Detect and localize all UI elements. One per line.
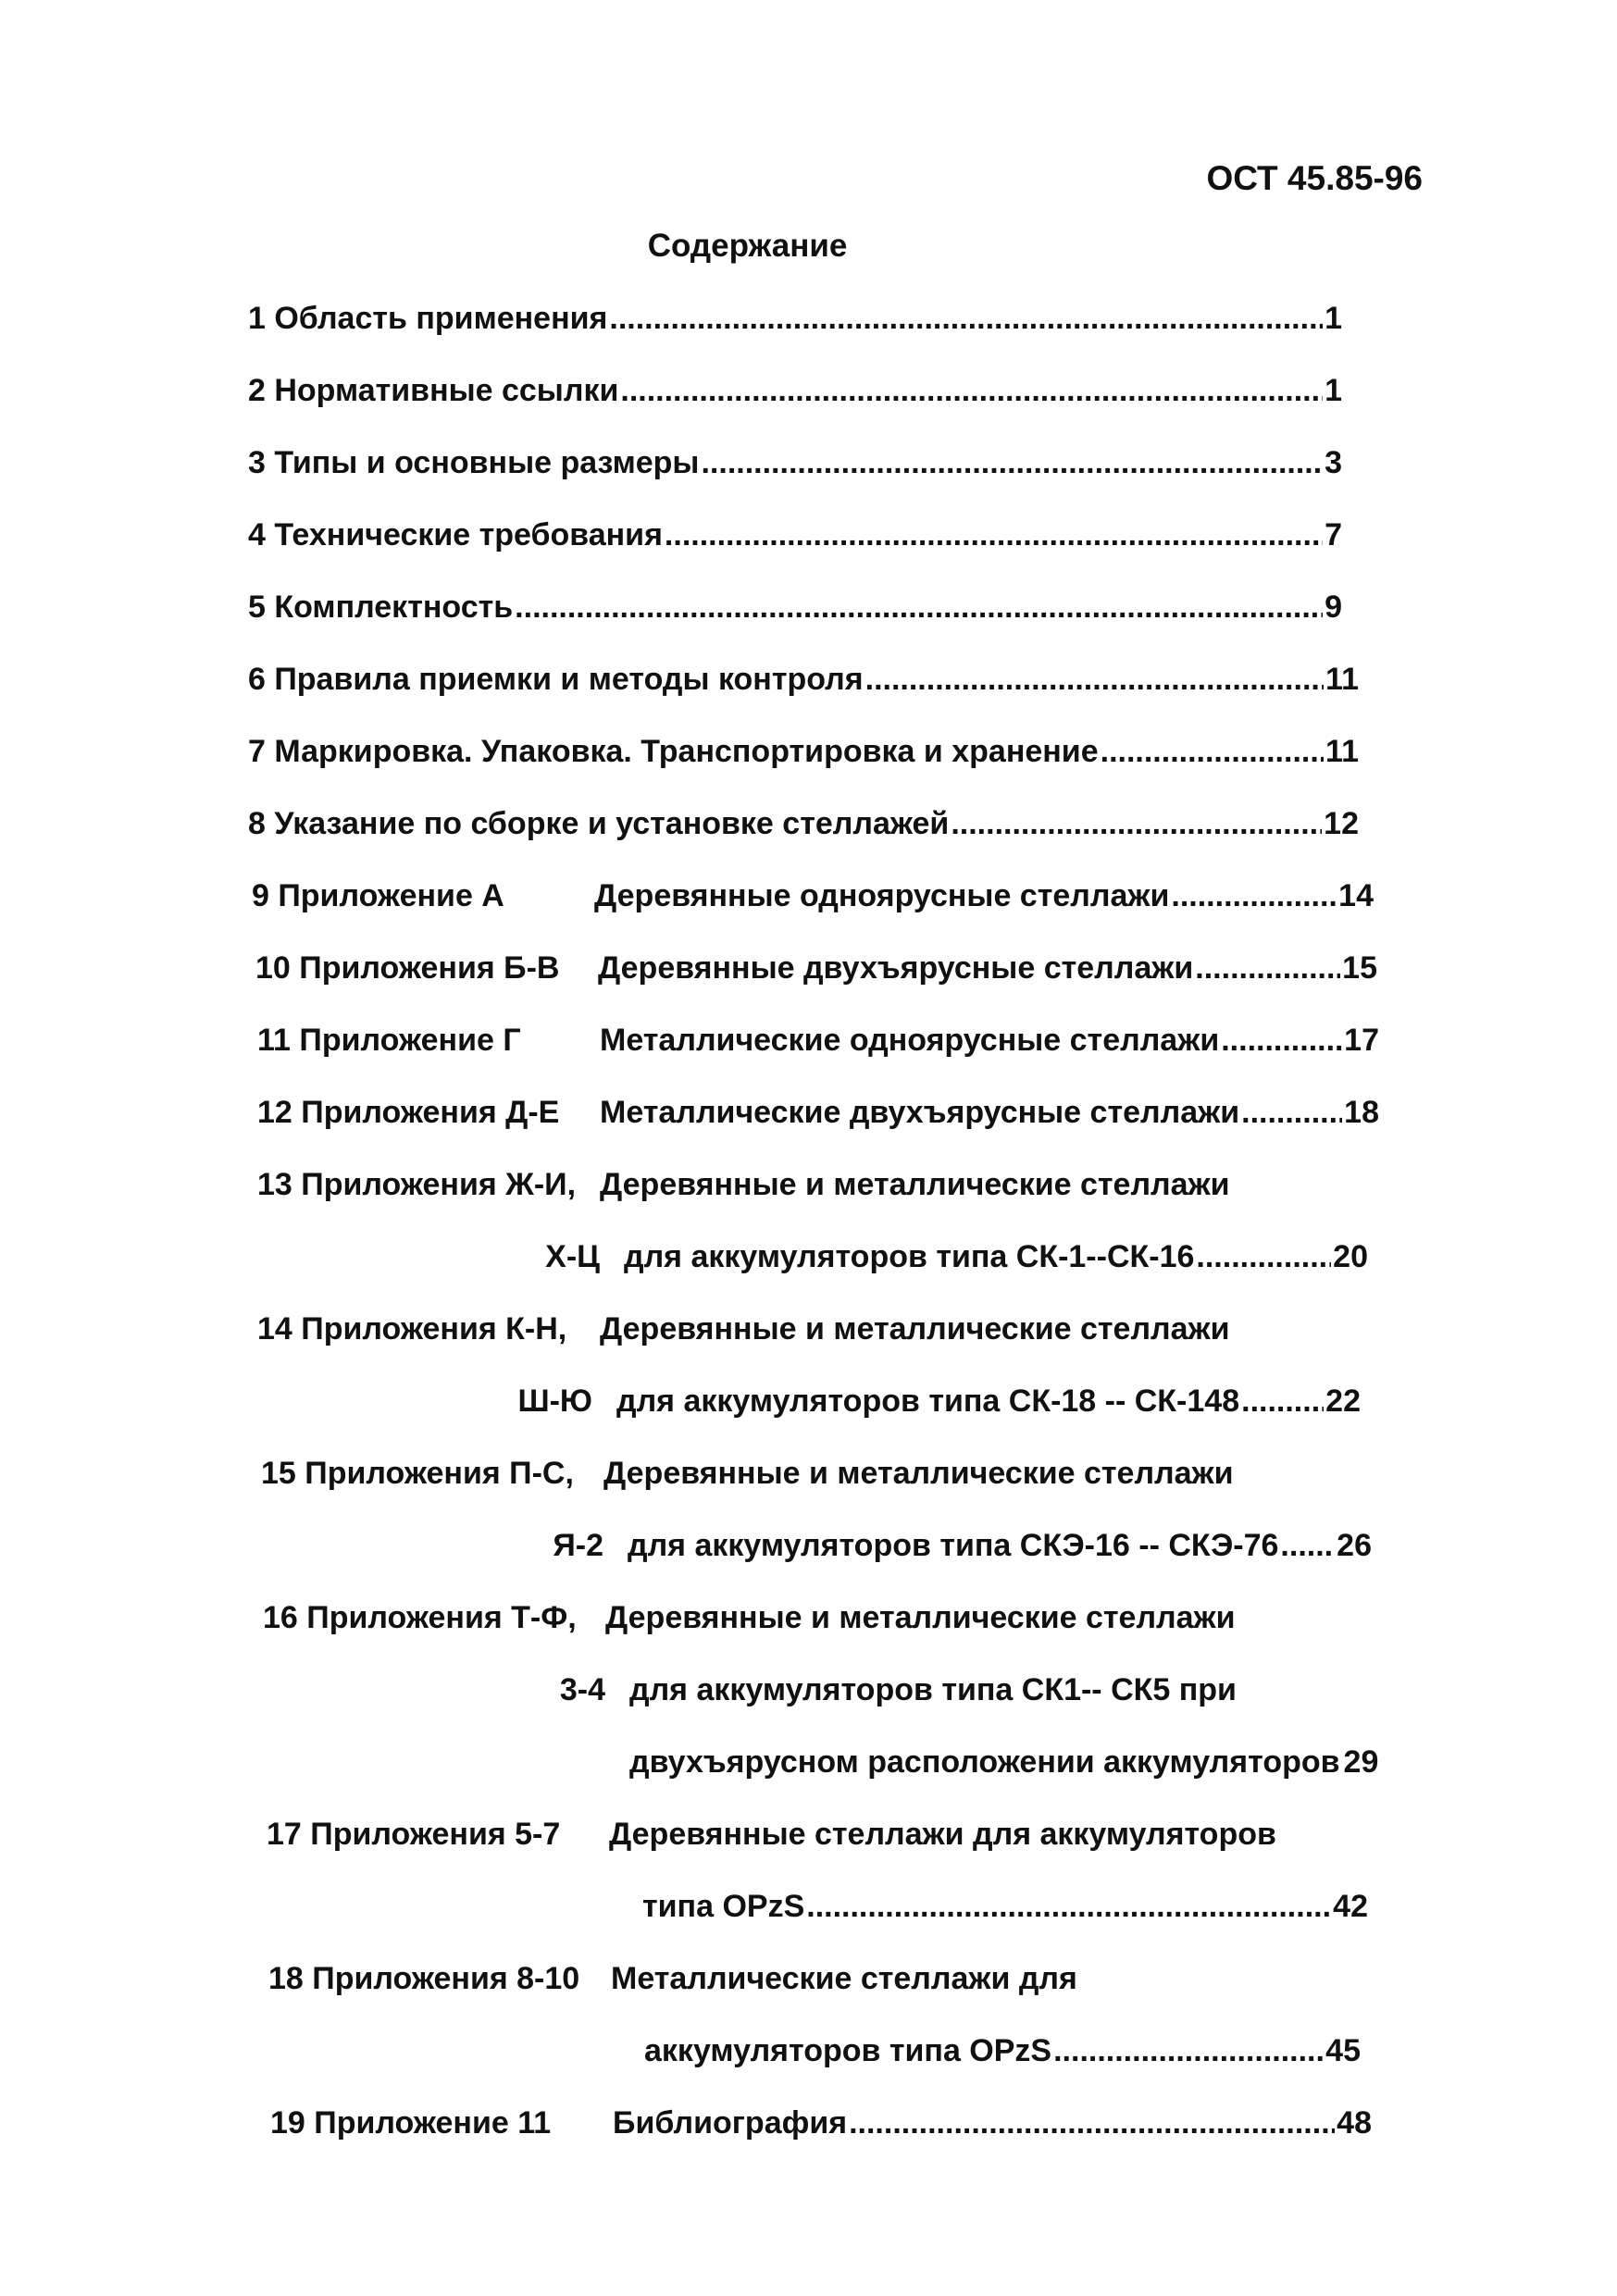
toc-entry-page: 29 [1343,1744,1379,1780]
toc-entry-text: Деревянные двухъярусные стеллажи [598,950,1194,986]
toc-entry [270,2105,1372,2141]
toc-leader-dots [620,373,1323,409]
toc-leader-dots [849,2105,1335,2141]
toc-entry [257,1311,1379,1347]
toc-entry-page: 26 [1337,1528,1372,1563]
toc-entry-appendix: 17 Приложения 5-7 [267,1817,561,1852]
toc-entry-page: 3 [1325,445,1342,480]
toc-entry [248,734,1359,770]
toc-entry-appendix: 3-4 [559,1672,605,1707]
toc-entry [248,590,1342,626]
toc-entry-page: 42 [1333,1889,1368,1924]
toc-entry [248,517,1342,553]
toc-entry-text: 5 Комплектность [248,590,514,625]
toc-entry-text: 7 Маркировка. Упаковка. Транспортировка и хранение [248,734,1099,769]
toc-entry-text: для аккумуляторов типа СК-1--СК-16 [624,1239,1195,1274]
toc-entry [248,445,1342,481]
toc-leader-dots [806,1889,1331,1925]
toc-entry [263,1672,1374,1708]
toc-entry-text: 8 Указание по сборке и установке стеллажей [248,806,950,841]
toc-leader-dots [1101,734,1324,770]
toc-entry [267,1889,1368,1925]
toc-entry-page: 1 [1325,301,1342,336]
toc-entry-appendix: 14 Приложения К-Н, [257,1311,567,1347]
toc-entry [250,1384,1361,1420]
toc-entry [257,1167,1379,1203]
toc-entry-page: 18 [1344,1095,1379,1130]
toc-entry-text: Металлические одноярусные стеллажи [600,1023,1220,1058]
toc-entry-text: Деревянные и металлические стеллажи [605,1600,1236,1635]
toc-entry-text: 3 Типы и основные размеры [248,445,700,480]
toc-entry-text: 1 Область применения [248,301,608,336]
toc-entry-appendix: Ш-Ю [517,1384,592,1419]
toc-entry [248,301,1342,337]
toc-entry-page: 45 [1325,2033,1361,2068]
toc-entry-text: двухъярусном расположении аккумуляторов [629,1744,1340,1780]
toc-entry-appendix: 12 Приложения Д-Е [257,1095,560,1130]
document-code: ОСТ 45.85-96 [1206,159,1423,197]
toc-leader-dots [1241,1095,1342,1131]
toc-entry-text: для аккумуляторов типа СКЭ-16 -- СКЭ-76 [628,1528,1279,1563]
toc-entry-page: 7 [1325,517,1342,552]
toc-entry-text: Металлические стеллажи для [611,1961,1077,1996]
toc-entry-page: 17 [1344,1023,1379,1058]
toc-entry [248,373,1342,409]
toc-leader-dots [1221,1023,1342,1059]
toc-entry-appendix: 10 Приложения Б-В [255,950,560,986]
toc-entry-page: 15 [1342,950,1377,986]
toc-entry [263,1600,1385,1636]
toc-entry-appendix: 19 Приложение 11 [270,2105,552,2141]
toc-entry [267,1817,1388,1853]
toc-entry [261,1528,1372,1564]
toc-entry-page: 11 [1325,734,1359,769]
toc-entry-text: Металлические двухъярусные стеллажи [600,1095,1240,1130]
toc-entry-page: 1 [1325,373,1342,408]
toc-entry [255,950,1377,987]
toc-entry-text: для аккумуляторов типа СК1-- СК5 при [629,1672,1237,1707]
toc-entry-page: 12 [1324,806,1359,841]
toc-entry [257,1239,1368,1275]
toc-entry [248,662,1359,698]
toc-entry [257,1023,1379,1059]
toc-entry-text: Деревянные одноярусные стеллажи [594,878,1170,913]
toc-entry-appendix: Х-Ц [545,1239,600,1274]
toc-entry-text: типа OPzS [642,1889,805,1924]
toc-leader-dots [1053,2033,1324,2069]
toc-entry-page: 11 [1325,662,1359,697]
toc-entry-page: 48 [1337,2105,1372,2141]
toc-leader-dots [609,301,1323,337]
toc-entry-text: Деревянные и металлические стеллажи [600,1167,1230,1202]
toc-entry-page: 22 [1325,1384,1361,1419]
toc-entry-page: 14 [1338,878,1374,913]
toc-entry [268,1961,1390,1997]
toc-entry-text: аккумуляторов типа OPzS [644,2033,1052,2068]
toc-leader-dots [701,445,1323,481]
toc-entry [268,2033,1361,2069]
toc-entry-text: для аккумуляторов типа СК-18 -- СК-148 [616,1384,1240,1419]
toc-entry-text: Библиография [613,2105,848,2141]
toc-entry-appendix: 13 Приложения Ж-И, [257,1167,577,1202]
toc-entry [257,1095,1379,1131]
toc-entry-appendix: 11 Приложение Г [257,1023,521,1058]
toc-leader-dots [865,662,1324,698]
toc-entry [263,1744,1379,1781]
page-title: Содержание [647,228,848,264]
toc-leader-dots [665,517,1323,553]
toc-entry-appendix: 16 Приложения Т-Ф, [263,1600,577,1635]
toc-entry-page: 20 [1333,1239,1368,1274]
toc-entry-appendix: 15 Приложения П-С, [261,1456,574,1491]
toc-entry-page: 9 [1325,590,1342,625]
toc-leader-dots [1196,1239,1331,1275]
toc-entry-text: 2 Нормативные ссылки [248,373,619,408]
toc-entry-text: Деревянные и металлические стеллажи [603,1456,1234,1491]
toc-entry [252,878,1374,914]
toc-entry [248,806,1359,842]
toc-entry-appendix: 18 Приложения 8-10 [268,1961,580,1996]
toc-leader-dots [1241,1384,1324,1420]
toc-entry-text: Деревянные стеллажи для аккумуляторов [609,1817,1276,1852]
toc-entry-appendix: 9 Приложение А [252,878,504,913]
toc-leader-dots [515,590,1323,626]
toc-entry [261,1456,1383,1492]
toc-entry-appendix: Я-2 [553,1528,603,1563]
toc-entry-text: 6 Правила приемки и методы контроля [248,662,864,697]
toc-leader-dots [1195,950,1340,987]
toc-entry-text: Деревянные и металлические стеллажи [600,1311,1230,1347]
toc-entry-text: 4 Технические требования [248,517,663,552]
toc-leader-dots [1171,878,1337,914]
toc-leader-dots [951,806,1322,842]
toc-leader-dots [1280,1528,1335,1564]
